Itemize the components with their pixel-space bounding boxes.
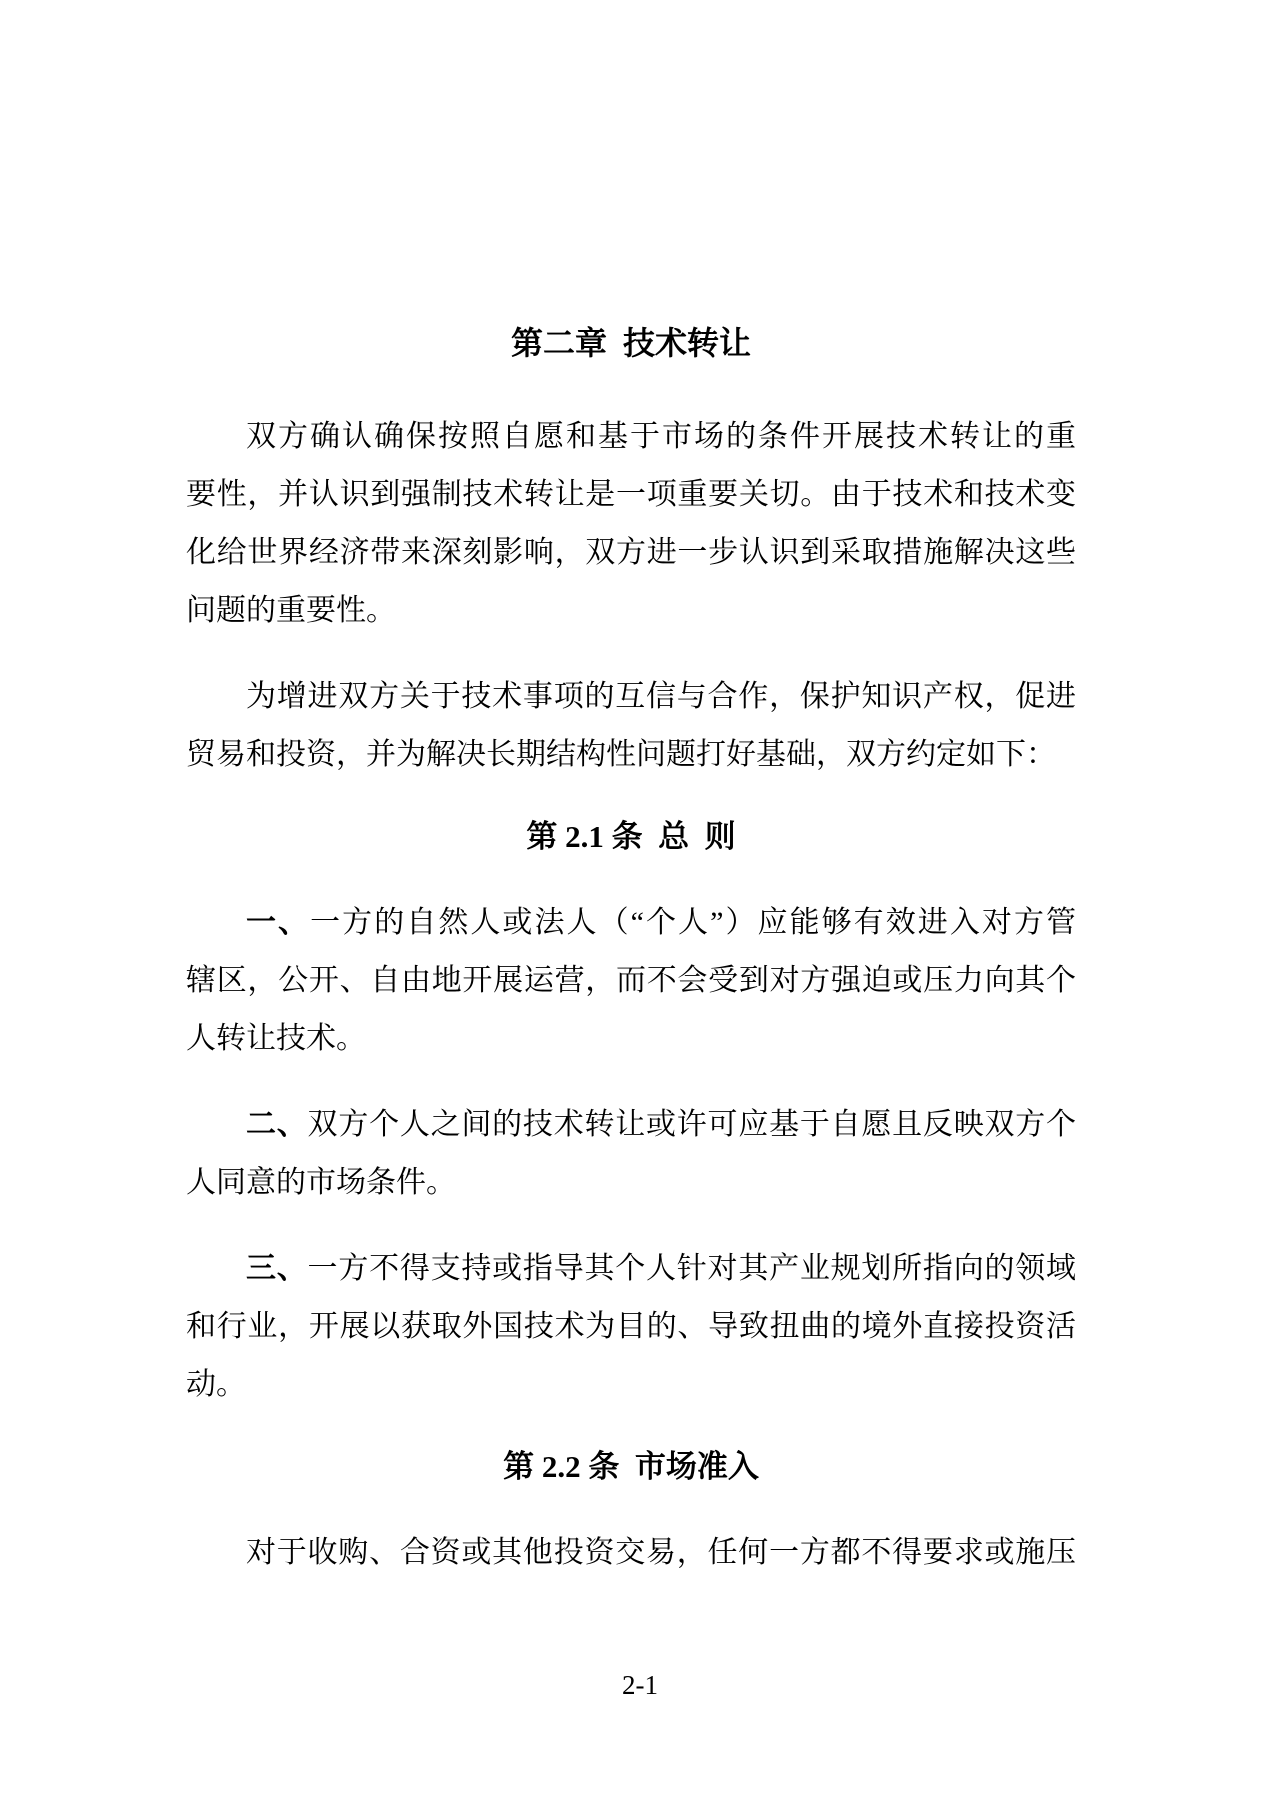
text-line: 化给世界经济带来深刻影响，双方进一步认识到采取措施解决这些	[186, 536, 1076, 569]
article-heading: 第 2.1 条 总 则	[526, 819, 736, 854]
text-line: 要性，并认识到强制技术转让是一项重要关切。由于技术和技术变	[186, 478, 1076, 511]
text-line: 一、一方的自然人或法人（“个人”）应能够有效进入对方管	[246, 906, 1076, 939]
text-line: 和行业，开展以获取外国技术为目的、导致扭曲的境外直接投资活	[186, 1310, 1076, 1343]
paragraph	[186, 668, 1076, 784]
text-column	[186, 0, 1076, 1582]
text-line: 三、一方不得支持或指导其个人针对其产业规划所指向的领域	[246, 1252, 1077, 1285]
article-heading: 第 2.2 条 市场准入	[503, 1449, 759, 1484]
text-line: 对于收购、合资或其他投资交易，任何一方都不得要求或施压	[246, 1536, 1076, 1569]
chapter-title: 第二章 技术转让	[510, 325, 751, 361]
paragraph	[186, 1524, 1076, 1582]
item-number-marker: 一、	[246, 906, 311, 939]
text-line: 二、双方个人之间的技术转让或许可应基于自愿且反映双方个	[246, 1108, 1077, 1141]
text-line: 为增进双方关于技术事项的互信与合作，保护知识产权，促进	[246, 680, 1076, 713]
text-line: 动。	[186, 1368, 246, 1401]
paragraph	[186, 894, 1076, 1068]
document-blocks	[186, 408, 1076, 1582]
text-line: 问题的重要性。	[186, 594, 396, 627]
paragraph	[186, 1240, 1076, 1414]
text-line: 辖区，公开、自由地开展运营，而不会受到对方强迫或压力向其个	[186, 964, 1076, 997]
text-line: 人转让技术。	[186, 1022, 366, 1055]
text-line: 贸易和投资，并为解决长期结构性问题打好基础，双方约定如下：	[186, 738, 1056, 771]
paragraph	[186, 408, 1076, 640]
item-number-marker: 二、	[246, 1108, 308, 1141]
paragraph	[186, 1096, 1076, 1212]
text-line: 人同意的市场条件。	[186, 1166, 456, 1199]
page-number: 2-1	[622, 1670, 658, 1700]
text-line: 双方确认确保按照自愿和基于市场的条件开展技术转让的重	[246, 420, 1076, 453]
item-number-marker: 三、	[246, 1252, 308, 1285]
